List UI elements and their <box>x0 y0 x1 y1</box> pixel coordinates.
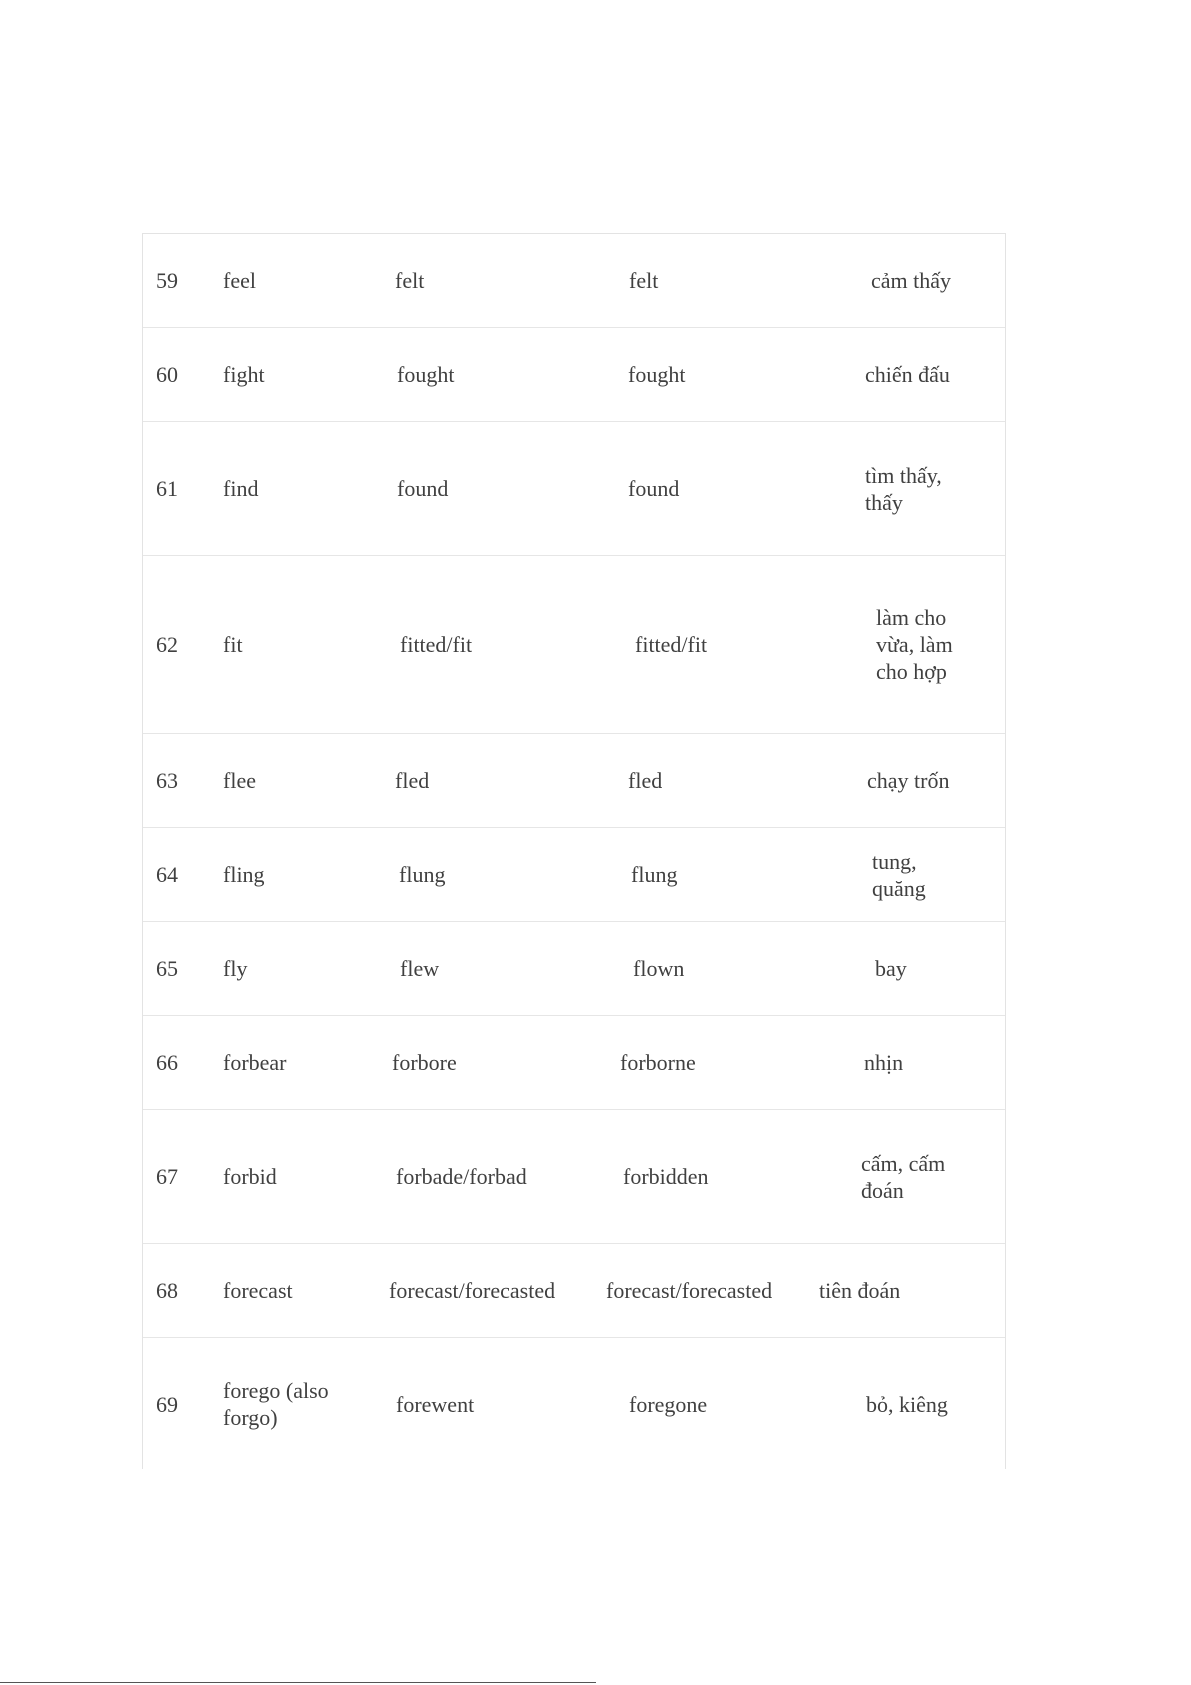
base-form: feel <box>223 268 256 293</box>
past-simple: fitted/fit <box>400 632 473 657</box>
meaning: chiến đấu <box>865 362 950 387</box>
past-simple: found <box>397 476 449 501</box>
table-row <box>143 1016 1005 1110</box>
base-form: forbear <box>223 1050 287 1075</box>
base-form: fit <box>223 632 243 657</box>
meaning: tìm thấy, thấy <box>865 462 942 515</box>
row-number: 69 <box>156 1391 178 1417</box>
meaning: tung, quăng <box>872 848 926 901</box>
past-participle: forecast/forecasted <box>606 1278 773 1303</box>
base-form: find <box>223 476 259 501</box>
base-form: forecast <box>223 1278 293 1303</box>
row-number: 60 <box>156 362 178 387</box>
footnote-divider <box>0 1682 596 1683</box>
irregular-verbs-table <box>142 233 1006 1469</box>
table-row <box>143 922 1005 1016</box>
past-participle: fitted/fit <box>635 632 708 657</box>
meaning: nhịn <box>864 1050 904 1075</box>
meaning: chạy trốn <box>867 768 950 793</box>
meaning: bỏ, kiêng <box>866 1391 948 1417</box>
table-row <box>143 556 1005 734</box>
base-form: fly <box>223 956 248 981</box>
meaning: bay <box>875 956 907 981</box>
past-participle: felt <box>629 268 659 293</box>
past-simple: felt <box>395 268 425 293</box>
row-number: 61 <box>156 476 178 501</box>
base-form: fight <box>223 362 265 387</box>
table-row <box>143 1338 1005 1470</box>
past-participle: flung <box>631 862 678 887</box>
table-row <box>143 1110 1005 1244</box>
past-participle: fought <box>628 362 686 387</box>
row-number: 68 <box>156 1278 178 1303</box>
base-form: forbid <box>223 1164 277 1189</box>
table-row <box>143 828 1005 922</box>
past-simple: forbade/forbad <box>396 1164 527 1189</box>
meaning: làm cho vừa, làm cho hợp <box>876 605 953 684</box>
table-row <box>143 234 1005 328</box>
row-number: 64 <box>156 862 178 887</box>
row-number: 62 <box>156 632 178 657</box>
base-form: flee <box>223 768 256 793</box>
row-number: 66 <box>156 1050 178 1075</box>
past-participle: flown <box>633 956 685 981</box>
past-simple: fled <box>395 768 430 793</box>
row-number: 65 <box>156 956 178 981</box>
past-simple: flung <box>399 862 446 887</box>
table-row <box>143 422 1005 556</box>
table-row <box>143 734 1005 828</box>
past-participle: forbidden <box>623 1164 709 1189</box>
past-simple: fought <box>397 362 455 387</box>
past-participle: found <box>628 476 680 501</box>
row-number: 59 <box>156 268 178 293</box>
past-simple: forecast/forecasted <box>389 1278 556 1303</box>
past-simple: forewent <box>396 1391 475 1417</box>
meaning: tiên đoán <box>819 1278 901 1303</box>
meaning: cấm, cấm đoán <box>861 1150 946 1203</box>
meaning: cảm thấy <box>871 268 952 293</box>
past-participle: forborne <box>620 1050 696 1075</box>
past-simple: forbore <box>392 1050 457 1075</box>
past-participle: fled <box>628 768 663 793</box>
base-form: forego (also forgo) <box>223 1378 329 1430</box>
row-number: 63 <box>156 768 178 793</box>
table-row <box>143 328 1005 422</box>
past-participle: foregone <box>629 1391 708 1417</box>
row-number: 67 <box>156 1164 178 1189</box>
base-form: fling <box>223 862 265 887</box>
table-row <box>143 1244 1005 1338</box>
past-simple: flew <box>400 956 440 981</box>
